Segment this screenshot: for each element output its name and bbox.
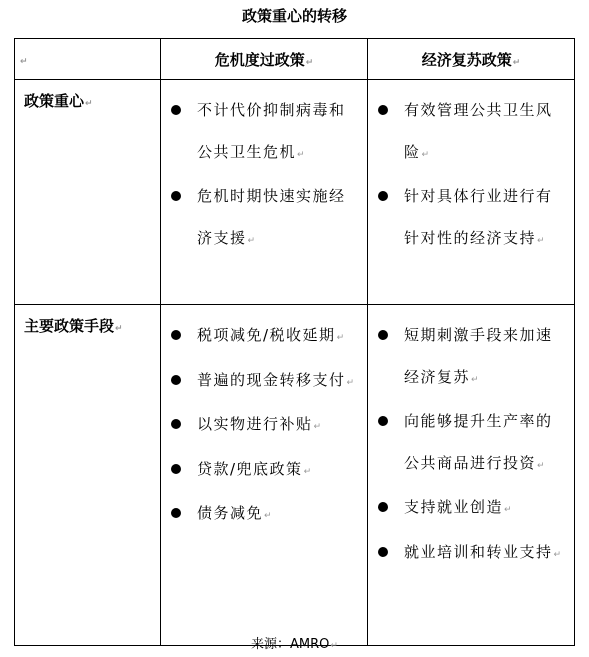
bullet-icon [378,547,388,557]
paragraph-mark: ↵ [512,57,521,68]
paragraph-mark: ↵ [20,57,28,67]
row-label-policy-focus: 政策重心↵ [15,80,161,305]
cell-tools-recovery [368,305,575,646]
table-row-policy-focus [15,80,575,305]
list-item: 税项减免/税收延期↵ [161,315,367,360]
table-header-row [15,39,575,80]
list-item: 债务减免↵ [161,493,367,538]
bullet-icon [378,191,388,201]
list-item: 就业培训和转业支持↵ [368,532,574,577]
cell-focus-recovery [368,80,575,305]
policy-table [14,38,575,646]
bullet-icon [378,502,388,512]
list-item: 普遍的现金转移支付↵ [161,360,367,405]
bullet-icon [171,105,181,115]
document-title: 政策重心的转移 [241,7,347,25]
header-recovery-policy: 经济复苏政策↵ [368,39,575,80]
cell-tools-crisis [161,305,368,646]
table-row-policy-tools [15,305,575,646]
list-item: 以实物进行补贴↵ [161,404,367,449]
bullet-icon [378,330,388,340]
list-item: 短期刺激手段来加速经济复苏↵ [368,315,574,401]
row-label-policy-tools: 主要政策手段↵ [15,305,161,646]
bullet-icon [171,464,181,474]
bullet-icon [171,419,181,429]
list-item: 针对具体行业进行有针对性的经济支持↵ [368,176,574,262]
list-item: 贷款/兜底政策↵ [161,449,367,494]
bullet-icon [171,191,181,201]
bullet-icon [378,416,388,426]
bullet-icon [171,330,181,340]
paragraph-mark: ↵ [85,99,93,109]
header-crisis-policy: 危机度过政策↵ [161,39,368,80]
cell-focus-crisis [161,80,368,305]
list-item: 危机时期快速实施经济支援↵ [161,176,367,262]
bullet-icon [171,375,181,385]
paragraph-mark: ↵ [115,324,123,334]
header-cell-empty [15,39,161,80]
source-note: 来源：AMRO↵ [251,637,338,652]
list-item: 不计代价抑制病毒和公共卫生危机↵ [161,90,367,176]
list-item: 支持就业创造↵ [368,487,574,532]
list-item: 有效管理公共卫生风险↵ [368,90,574,176]
paragraph-mark: ↵ [305,57,314,68]
list-item: 向能够提升生产率的公共商品进行投资↵ [368,401,574,487]
bullet-icon [171,508,181,518]
bullet-icon [378,105,388,115]
